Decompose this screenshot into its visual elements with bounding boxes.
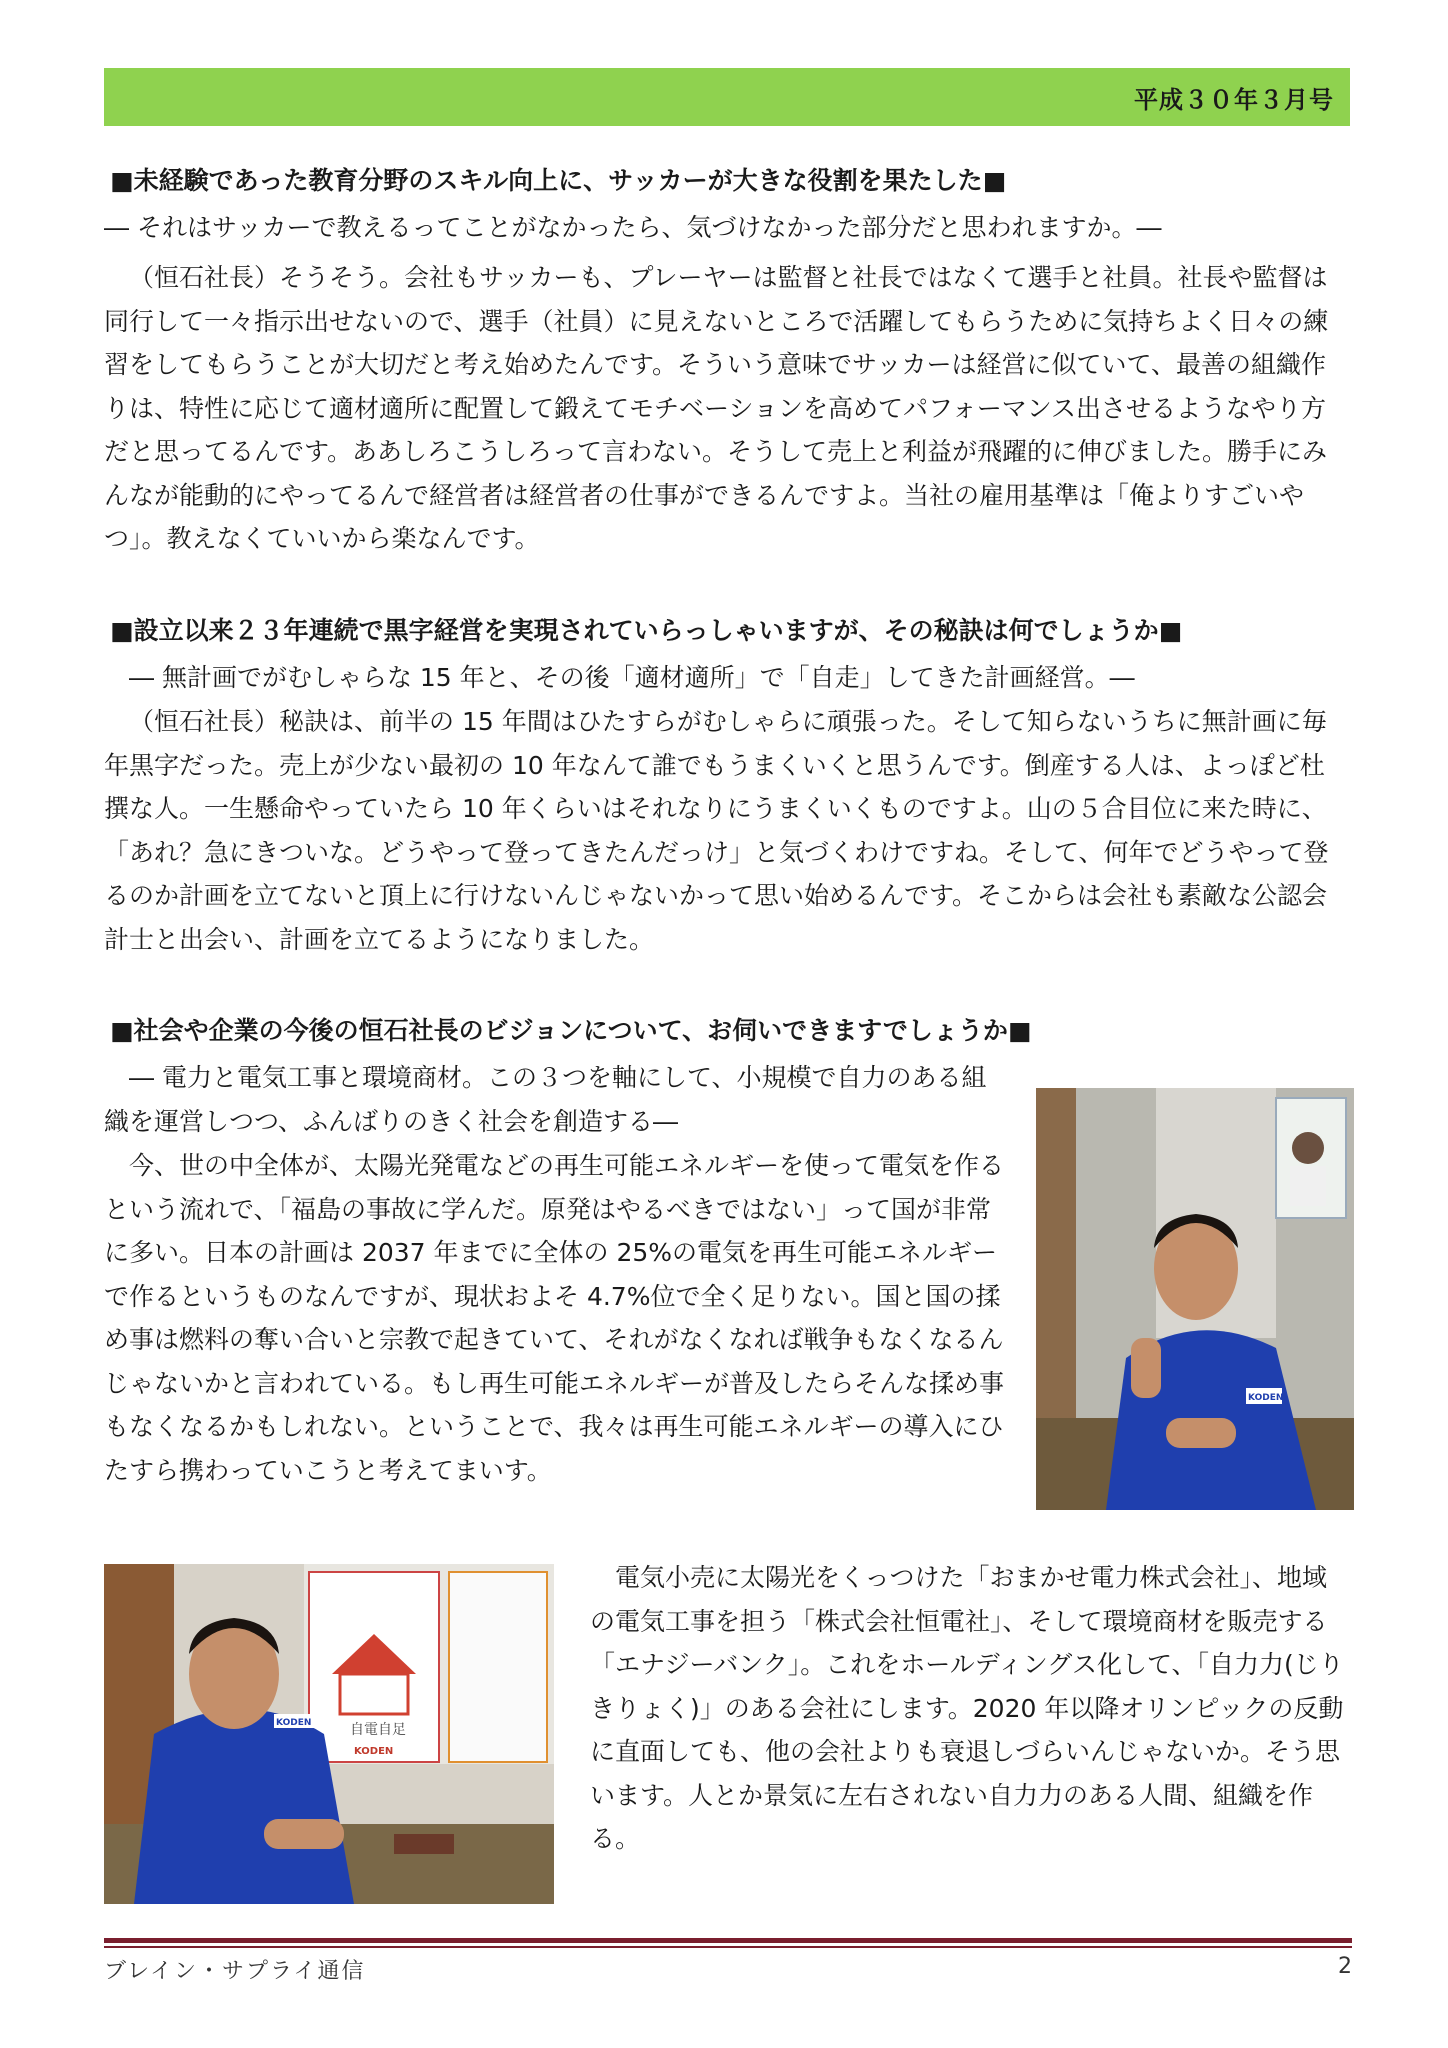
interview-photo-right: [1036, 1088, 1354, 1510]
section3-question: ― 電力と電気工事と環境商材。この３つを軸にして、小規模で自力のある組織を運営しつつ、ふんばりのきく社会を創造する―: [104, 1063, 987, 1136]
section2-answer: （恒石社長）秘訣は、前半の 15 年間はひたすらがむしゃらに頑張った。そして知らないうちに無計画に毎年黒字だった。売上が少ない最初の 10 年なんて誰でもうまくいくと思うんです。倒産する人は、よっぽど杜撰な人。一生懸命やっていたら 10 年くらいはそれなりにうまくいくものですよ。山の５合目位に来た時に、「あれ？急にきついな。どうやって登ってきたんだっけ」と気づくわけですね。そして、何年でどうやって登るのか計画を立てないと頂上に行けないんじゃないかって思い始めるんです。そこからは会社も素敵な公認会計士と出会い、計画を立てるようになりました。: [104, 707, 1329, 954]
footer-divider: [104, 1938, 1352, 1948]
section3-continuation: 電気小売に太陽光をくっつけた「おまかせ電力株式会社」、地域の電気工事を担う「株式会社恒電社」、そして環境商材を販売する「エナジーバンク」。これをホールディングス化して、「自力力(じりきりょく)」のある会社にします。2020 年以降オリンピックの反動に直面しても、他の会社よりも衰退しづらいんじゃないか。そう思います。人とか景気に左右されない自力力のある人間、組織を作る。: [590, 1563, 1344, 1853]
page-number: 2: [1338, 1954, 1352, 1979]
poster-title: 自電自足: [350, 1722, 406, 1738]
interview-photo-right-image: [1036, 1088, 1354, 1510]
poster-logo: KODEN: [354, 1746, 394, 1757]
header-bar: [104, 68, 1350, 126]
interview-photo-left-image: [104, 1564, 554, 1904]
jacket-logo-right: KODEN: [1248, 1393, 1284, 1403]
interview-photo-left: [104, 1564, 554, 1904]
section1-heading: ■未経験であった教育分野のスキル向上に、サッカーが大きな役割を果たした■: [110, 166, 1007, 195]
section1-answer: （恒石社長）そうそう。会社もサッカーも、プレーヤーは監督と社長ではなくて選手と社員。社長や監督は同行して一々指示出せないので、選手（社員）に見えないところで活躍してもらうために気持ちよく日々の練習をしてもらうことが大切だと考え始めたんです。そういう意味でサッカーは経営に似ていて、最善の組織作りは、特性に応じて適材適所に配置して鍛えてモチベーションを高めてパフォーマンス出させるようなやり方だと思ってるんです。ああしろこうしろって言わない。そうして売上と利益が飛躍的に伸びました。勝手にみんなが能動的にやってるんで経営者は経営者の仕事ができるんですよ。当社の雇用基準は「俺よりすごいやつ」。教えなくていいから楽なんです。: [104, 263, 1329, 553]
section2-question: ― 無計画でがむしゃらな 15 年と、その後「適材適所」で「自走」してきた計画経営。―: [129, 663, 1135, 692]
section3-answer: 今、世の中全体が、太陽光発電などの再生可能エネルギーを使って電気を作るという流れで、「福島の事故に学んだ。原発はやるべきではない」って国が非常に多い。日本の計画は 2037 年までに全体の 25%の電気を再生可能エネルギーで作るというものなんですが、現状およそ 4.7%位で全く足りない。国と国の揉め事は燃料の奪い合いと宗教で起きていて、それがなくなれば戦争もなくなるんじゃないかと言われている。もし再生可能エネルギーが普及したらそんな揉め事もなくなるかもしれない。ということで、我々は再生可能エネルギーの導入にひたすら携わっていこうと考えてまいす。: [104, 1151, 1005, 1485]
section1-question: ― それはサッカーで教えるってことがなかったら、気づけなかった部分だと思われますか。―: [104, 213, 1162, 242]
jacket-logo-left: KODEN: [276, 1718, 312, 1728]
footer-title: ブレイン・サプライ通信: [104, 1959, 366, 1984]
issue-date: 平成３０年３月号: [1134, 86, 1334, 114]
section2-heading: ■設立以来２３年連続で黒字経営を実現されていらっしゃいますが、その秘訣は何でしょうか■: [110, 616, 1183, 645]
section3-heading: ■社会や企業の今後の恒石社長のビジョンについて、お伺いできますでしょうか■: [110, 1016, 1032, 1045]
